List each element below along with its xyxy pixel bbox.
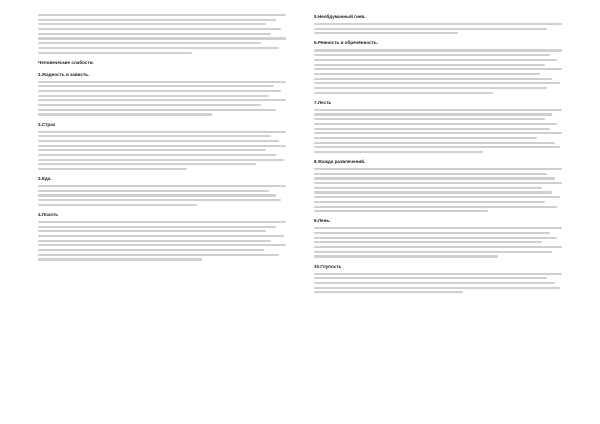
left-section: [38, 72, 286, 116]
right-section: [314, 218, 562, 257]
section-heading: 6.Ревность и обречённость.: [314, 40, 378, 46]
paragraph-placeholder: [38, 131, 286, 171]
text-line: [38, 140, 279, 142]
text-line: [38, 95, 269, 97]
section-heading: 1.Жадность и зависть.: [38, 71, 90, 77]
section-heading: 3.Еда.: [38, 176, 52, 182]
text-line: [314, 210, 488, 212]
text-line: [38, 135, 271, 137]
text-line: [38, 249, 264, 251]
text-line: [314, 182, 562, 184]
paragraph-placeholder: [314, 23, 562, 34]
paragraph-placeholder: [314, 109, 562, 153]
text-line: [38, 52, 192, 54]
text-line: [314, 241, 542, 243]
text-line: [38, 168, 187, 170]
text-line: [38, 235, 284, 237]
right-section: [314, 264, 562, 294]
text-line: [38, 145, 286, 147]
text-line: [38, 240, 271, 242]
text-line: [38, 199, 281, 201]
text-line: [314, 246, 562, 248]
left-section: [38, 122, 286, 171]
text-line: [314, 255, 498, 257]
text-line: [314, 237, 557, 239]
text-line: [314, 273, 562, 275]
text-line: [314, 123, 557, 125]
text-line: [314, 64, 545, 66]
text-line: [38, 109, 276, 111]
text-line: [314, 146, 560, 148]
right-section: [314, 100, 562, 153]
text-line: [314, 59, 557, 61]
text-line: [314, 109, 562, 111]
text-line: [38, 99, 286, 101]
text-line: [314, 187, 542, 189]
paragraph-placeholder: [38, 185, 286, 206]
text-line: [38, 19, 276, 21]
text-line: [314, 151, 483, 153]
paragraph-placeholder: [314, 168, 562, 212]
text-line: [314, 128, 550, 130]
text-line: [314, 118, 545, 120]
text-line: [314, 232, 550, 234]
paragraph-placeholder: [314, 227, 562, 257]
text-line: [314, 87, 547, 89]
text-line: [314, 82, 560, 84]
text-line: [38, 28, 281, 30]
text-line: [38, 33, 271, 35]
text-line: [38, 194, 276, 196]
text-line: [314, 177, 555, 179]
text-line: [314, 201, 545, 203]
text-line: [38, 221, 286, 223]
text-line: [314, 49, 562, 51]
text-line: [38, 104, 261, 106]
text-line: [38, 258, 202, 260]
left-section: [38, 14, 286, 54]
section-heading: 10.Глупость: [314, 263, 342, 269]
left-section: [38, 212, 286, 261]
text-line: [314, 137, 537, 139]
section-heading: 9.Лень.: [314, 218, 331, 224]
paragraph-placeholder: [314, 49, 562, 93]
text-line: [314, 73, 540, 75]
text-line: [314, 291, 463, 293]
text-line: [38, 23, 266, 25]
paragraph-placeholder: [38, 14, 286, 54]
text-line: [38, 244, 286, 246]
text-line: [314, 277, 547, 279]
text-line: [314, 173, 547, 175]
text-line: [314, 132, 562, 134]
left-section: [38, 176, 286, 206]
text-line: [314, 28, 547, 30]
text-line: [314, 32, 458, 34]
text-line: [38, 81, 286, 83]
text-line: [38, 85, 274, 87]
text-line: [314, 168, 562, 170]
text-line: [38, 190, 269, 192]
text-line: [314, 191, 552, 193]
section-heading: 8.Жажда развлечений.: [314, 159, 366, 165]
text-line: [314, 54, 550, 56]
paragraph-placeholder: [314, 273, 562, 294]
right-section: [314, 159, 562, 212]
text-line: [38, 185, 286, 187]
text-line: [314, 206, 557, 208]
left-section: [38, 60, 286, 66]
text-line: [314, 142, 555, 144]
left-column: [38, 14, 286, 414]
paragraph-placeholder: [38, 221, 286, 261]
text-line: [314, 113, 552, 115]
text-line: [314, 23, 562, 25]
text-line: [38, 131, 286, 133]
text-line: [314, 68, 562, 70]
text-line: [314, 78, 552, 80]
section-heading: 7.Лесть: [314, 99, 332, 105]
right-section: [314, 14, 562, 34]
text-line: [38, 149, 266, 151]
text-line: [38, 159, 284, 161]
text-line: [314, 287, 560, 289]
text-line: [314, 227, 562, 229]
text-line: [38, 154, 276, 156]
section-heading: 2.Страх: [38, 121, 56, 127]
text-line: [38, 14, 286, 16]
text-line: [38, 226, 276, 228]
section-heading: Человеческие слабости.: [38, 59, 94, 65]
right-column: [314, 14, 562, 414]
text-line: [314, 251, 552, 253]
text-line: [38, 113, 212, 115]
section-heading: 5.Необдуманный гнев.: [314, 14, 366, 19]
text-line: [38, 47, 279, 49]
text-line: [314, 196, 560, 198]
right-section: [314, 40, 562, 93]
text-line: [314, 92, 493, 94]
paragraph-placeholder: [38, 81, 286, 116]
text-line: [38, 204, 197, 206]
text-line: [38, 37, 286, 39]
text-line: [314, 282, 555, 284]
text-line: [38, 163, 256, 165]
section-heading: 4.Похоть: [38, 211, 59, 217]
text-line: [38, 42, 261, 44]
text-line: [38, 230, 266, 232]
text-line: [38, 90, 281, 92]
text-line: [38, 254, 279, 256]
